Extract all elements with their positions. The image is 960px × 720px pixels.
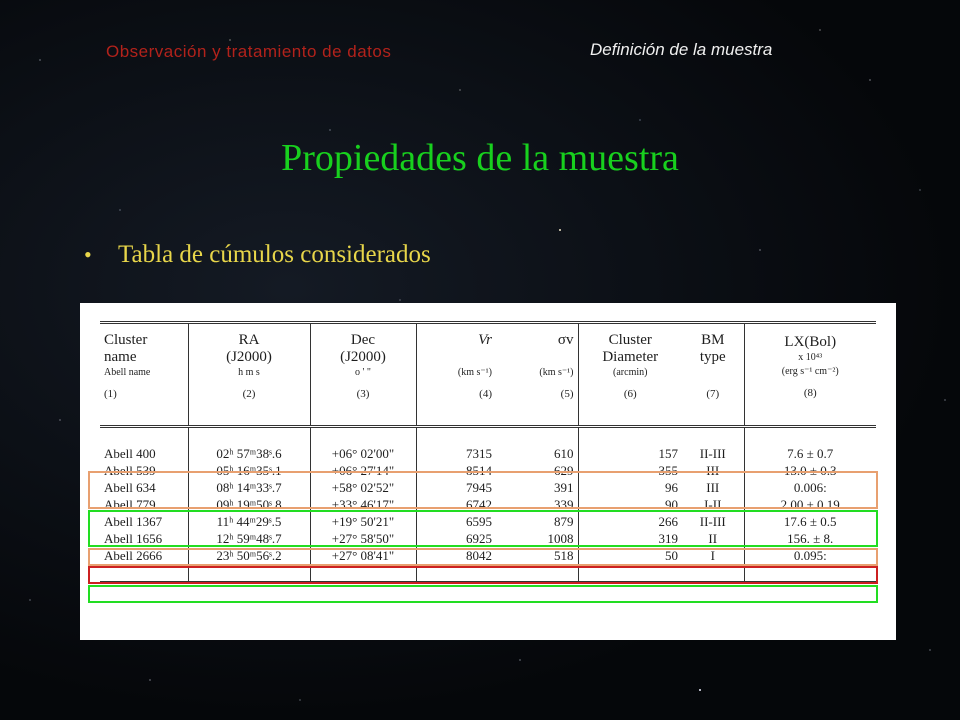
col-lx: LX(Bol) x 10⁴³ (erg s⁻¹ cm⁻²) (8)	[744, 323, 876, 409]
highlight-box-orange-2	[88, 548, 878, 566]
bullet-text: Tabla de cúmulos considerados	[118, 241, 431, 268]
table-row: Abell 1367 11ʰ 44ᵐ29ˢ.5 +19° 50'21" 6595 879 266 II-III 17.6 ± 0.5	[100, 513, 876, 530]
col-dec: Dec (J2000) o ' " (3)	[310, 323, 416, 409]
col-ra: RA (J2000) h m s (2)	[188, 323, 310, 409]
table-row: Abell 1656 12ʰ 59ᵐ48ˢ.7 +27° 58'50" 6925 1008 319 II 156. ± 8.	[100, 530, 876, 547]
bullet-item	[84, 241, 431, 269]
table-row: Abell 539 05ʰ 16ᵐ35ˢ.1 +06° 27'14" 8514 629 355 III 13.0 ± 0.3	[100, 462, 876, 479]
subsection-header: Definición de la muestra	[590, 40, 773, 59]
table-header	[100, 323, 876, 409]
table-row: Abell 400 02ʰ 57ᵐ38ˢ.6 +06° 02'00" 7315 610 157 II-III 7.6 ± 0.7	[100, 445, 876, 462]
slide-title: Propiedades de la muestra	[281, 137, 679, 179]
highlight-box-green-2	[88, 585, 878, 603]
highlight-box-orange-1	[88, 471, 878, 509]
col-cluster-name: Cluster name Abell name (1)	[100, 323, 188, 409]
highlight-box-green-1	[88, 510, 878, 547]
section-header: Observación y tratamiento de datos	[106, 42, 392, 61]
col-vr: Vr (km s⁻¹) (4)	[416, 323, 496, 409]
bullet-icon: •	[84, 242, 92, 267]
cluster-table-image	[80, 303, 896, 640]
table-row: Abell 634 08ʰ 14ᵐ33ˢ.7 +58° 02'52" 7945 391 96 III 0.006:	[100, 479, 876, 496]
col-bm-type: BM type (7)	[682, 323, 744, 409]
col-sigma: σv (km s⁻¹) (5)	[496, 323, 578, 409]
highlight-box-red	[88, 566, 878, 584]
table-row: Abell 779 09ʰ 19ᵐ50ˢ.8 +33° 46'17" 6742 339 90 I-II 2.00 ± 0.19	[100, 496, 876, 513]
table-row: Abell 2666 23ʰ 50ᵐ56ˢ.2 +27° 08'41" 8042 518 50 I 0.095:	[100, 547, 876, 564]
col-diameter: Cluster Diameter (arcmin) (6)	[578, 323, 682, 409]
